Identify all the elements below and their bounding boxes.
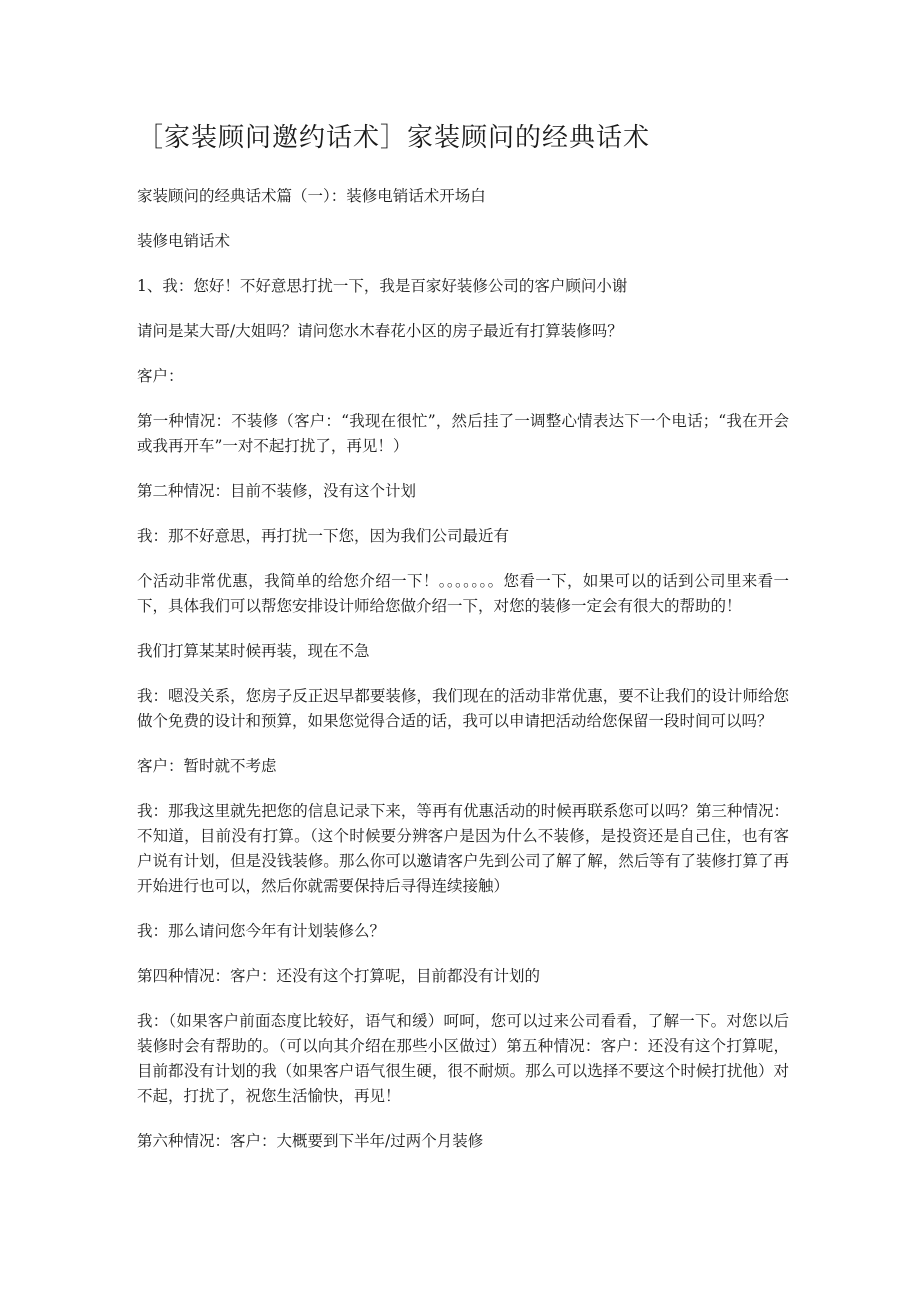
- paragraph: 第四种情况：客户：还没有这个打算呢，目前都没有计划的: [137, 967, 541, 985]
- paragraph: 我：嗯没关系，您房子反正迟早都要装修，我们现在的活动非常优惠，要不让我们的设计师给您做个免费的设计和预算，如果您觉得合适的话，我可以申请把活动给您保留一段时间可以吗？: [137, 687, 789, 730]
- paragraph: 我：那么请问您今年有计划装修么？: [137, 922, 386, 940]
- paragraph: 我：那不好意思，再打扰一下您，因为我们公司最近有: [137, 527, 510, 545]
- paragraph: 客户：暂时就不考虑: [137, 757, 277, 775]
- paragraph: 我们打算某某时候再装，现在不急: [137, 642, 370, 660]
- paragraph: 1、我：您好！不好意思打扰一下，我是百家好装修公司的客户顾问小谢: [137, 277, 628, 295]
- document-title: ［家装顾问邀约话术］家装顾问的经典话术: [137, 123, 651, 153]
- paragraph: 第二种情况：目前不装修，没有这个计划: [137, 482, 417, 500]
- paragraph: 我：那我这里就先把您的信息记录下来，等再有优惠活动的时候再联系您可以吗？第三种情况：不知道，目前没有打算。（这个时候要分辨客户是因为什么不装修，是投资还是自己住，也有客户说有计划，但是没钱装修。那么你可以邀请客户先到公司了解了解，然后等有了装修打算了再开始进行也可以，然后你就需要保持后寻得连续接触）: [137, 802, 789, 895]
- paragraph: 第六种情况：客户：大概要到下半年/过两个月装修: [137, 1132, 484, 1150]
- paragraph: 个活动非常优惠，我简单的给您介绍一下！。。。。。。。您看一下，如果可以的话到公司里来看一下，具体我们可以帮您安排设计师给您做介绍一下，对您的装修一定会有很大的帮助的！: [137, 572, 789, 615]
- paragraph: 装修电销话术: [137, 232, 231, 250]
- paragraph: 客户：: [137, 367, 184, 385]
- paragraph: 我：（如果客户前面态度比较好，语气和缓）呵呵，您可以过来公司看看，了解一下。对您以后装修时会有帮助的。（可以向其介绍在那些小区做过）第五种情况：客户：还没有这个打算呢，目前都没有计划的我（如果客户语气很生硬，很不耐烦。那么可以选择不要这个时候打扰他）对不起，打扰了，祝您生活愉快，再见！: [137, 1012, 789, 1105]
- paragraph: 家装顾问的经典话术篇（一）：装修电销话术开场白: [137, 187, 486, 205]
- document-body: [137, 184, 789, 1174]
- paragraph: 请问是某大哥/大姐吗？请问您水木春花小区的房子最近有打算装修吗？: [137, 322, 623, 340]
- paragraph: 第一种情况：不装修（客户：“我现在很忙”，然后挂了一调整心情表达下一个电话；“我在开会或我再开车”一对不起打扰了，再见！）: [137, 412, 789, 455]
